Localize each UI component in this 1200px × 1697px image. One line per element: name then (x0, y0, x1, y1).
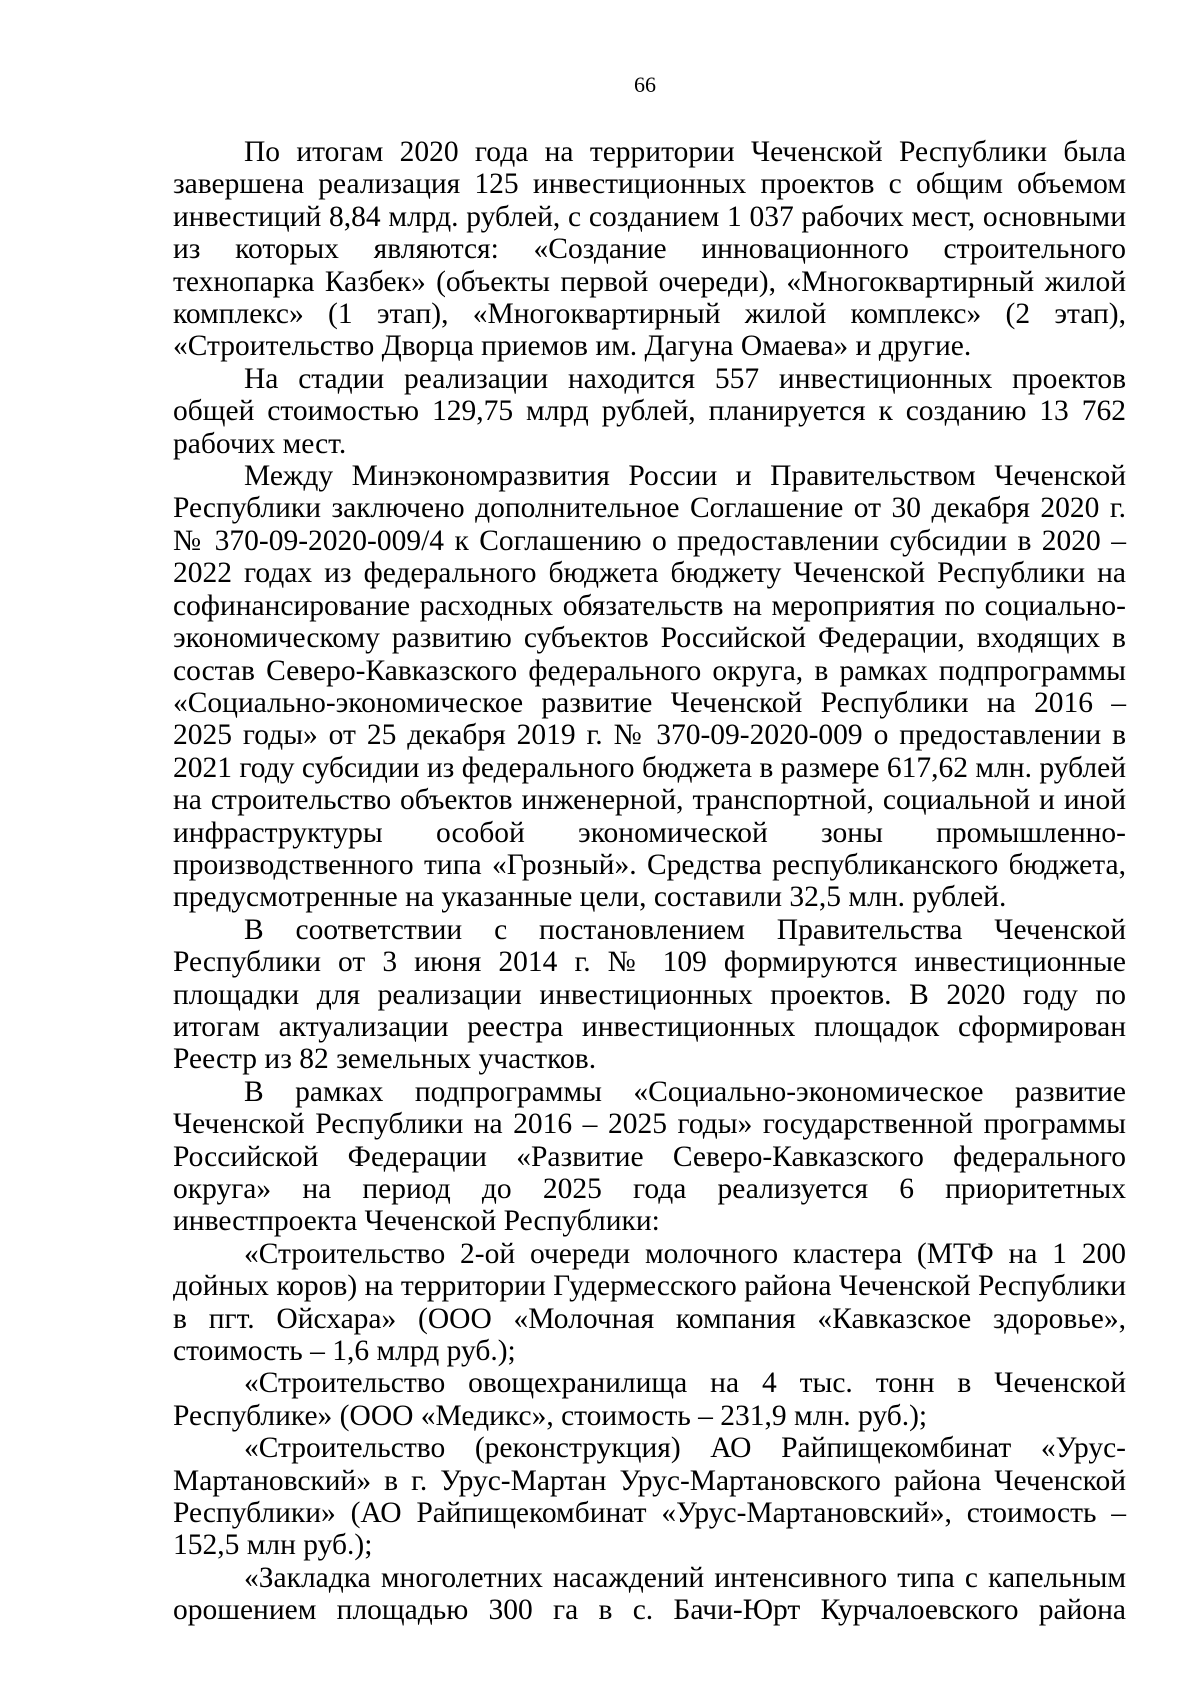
list-item-vegetable-storage: «Строительство овощехранилища на 4 тыс. тонн в Чеченской Республике» (ООО «Медикс», стоимость – 231,9 млн. руб.); (173, 1367, 1126, 1432)
paragraph-subprogram-projects: В рамках подпрограммы «Социально-экономическое развитие Чеченской Республики на 2016 – 2025 годы» государственной программы Российской Федерации «Развитие Северо-Кавказского федерального округа» на период до 2025 года реализуется 6 приоритетных инвестпроекта Чеченской Республики: (173, 1075, 1126, 1238)
paragraph-subsidy-agreement: Между Минэкономразвития России и Правительством Чеченской Республики заключено дополнительное Соглашение от 30 декабря 2020 г. № 370-09-2020-009/4 к Соглашению о предоставлении субсидии в 2020 – 2022 годах из федерального бюджета бюджету Чеченской Республики на софинансирование расходных обязательств на мероприятия по социально-экономическому развитию субъектов Российской Федерации, входящих в состав Северо-Кавказского федерального округа, в рамках подпрограммы «Социально-экономическое развитие Чеченской Республики на 2016 – 2025 годы» от 25 декабря 2019 г. № 370-09-2020-009 о предоставлении в 2021 году субсидии из федерального бюджета в размере 617,62 млн. рублей на строительство объектов инженерной, транспортной, социальной и иной инфраструктуры особой экономической зоны промышленно-производственного типа «Грозный». Средства республиканского бюджета, предусмотренные на указанные цели, составили 32,5 млн. рублей. (173, 460, 1126, 914)
paragraph-investment-results-2020: По итогам 2020 года на территории Чеченской Республики была завершена реализация 125 инвестиционных проектов с общим объемом инвестиций 8,84 млрд. рублей, с созданием 1 037 рабочих мест, основными из которых являются: «Создание инновационного строительного технопарка Казбек» (объекты первой очереди), «Многоквартирный жилой комплекс» (1 этап), «Многоквартирный жилой комплекс» (2 этап), «Строительство Дворца приемов им. Дагуна Омаева» и другие. (173, 136, 1126, 363)
document-body (173, 136, 1126, 1627)
paragraph-investment-sites: В соответствии с постановлением Правительства Чеченской Республики от 3 июня 2014 г. № 109 формируются инвестиционные площадки для реализации инвестиционных проектов. В 2020 году по итогам актуализации реестра инвестиционных площадок сформирован Реестр из 82 земельных участков. (173, 913, 1126, 1076)
paragraph-projects-in-progress: На стадии реализации находится 557 инвестиционных проектов общей стоимостью 129,75 млрд рублей, планируется к созданию 13 762 рабочих мест. (173, 362, 1126, 460)
list-item-food-plant-reconstruction: «Строительство (реконструкция) АО Райпищекомбинат «Урус-Мартановский» в г. Урус-Мартан Урус-Мартановского района Чеченской Республики» (АО Райпищекомбинат «Урус-Мартановский», стоимость – 152,5 млн руб.); (173, 1432, 1126, 1562)
list-item-dairy-cluster: «Строительство 2-ой очереди молочного кластера (МТФ на 1 200 дойных коров) на территории Гудермесского района Чеченской Республики в пгт. Ойсхара» (ООО «Молочная компания «Кавказское здоровье», стоимость – 1,6 млрд руб.); (173, 1237, 1126, 1368)
page-number: 66 (634, 72, 656, 97)
list-item-orchard-planting: «Закладка многолетних насаждений интенсивного типа с капельным орошением площадью 300 га в с. Бачи-Юрт Курчалоевского района (173, 1561, 1126, 1627)
